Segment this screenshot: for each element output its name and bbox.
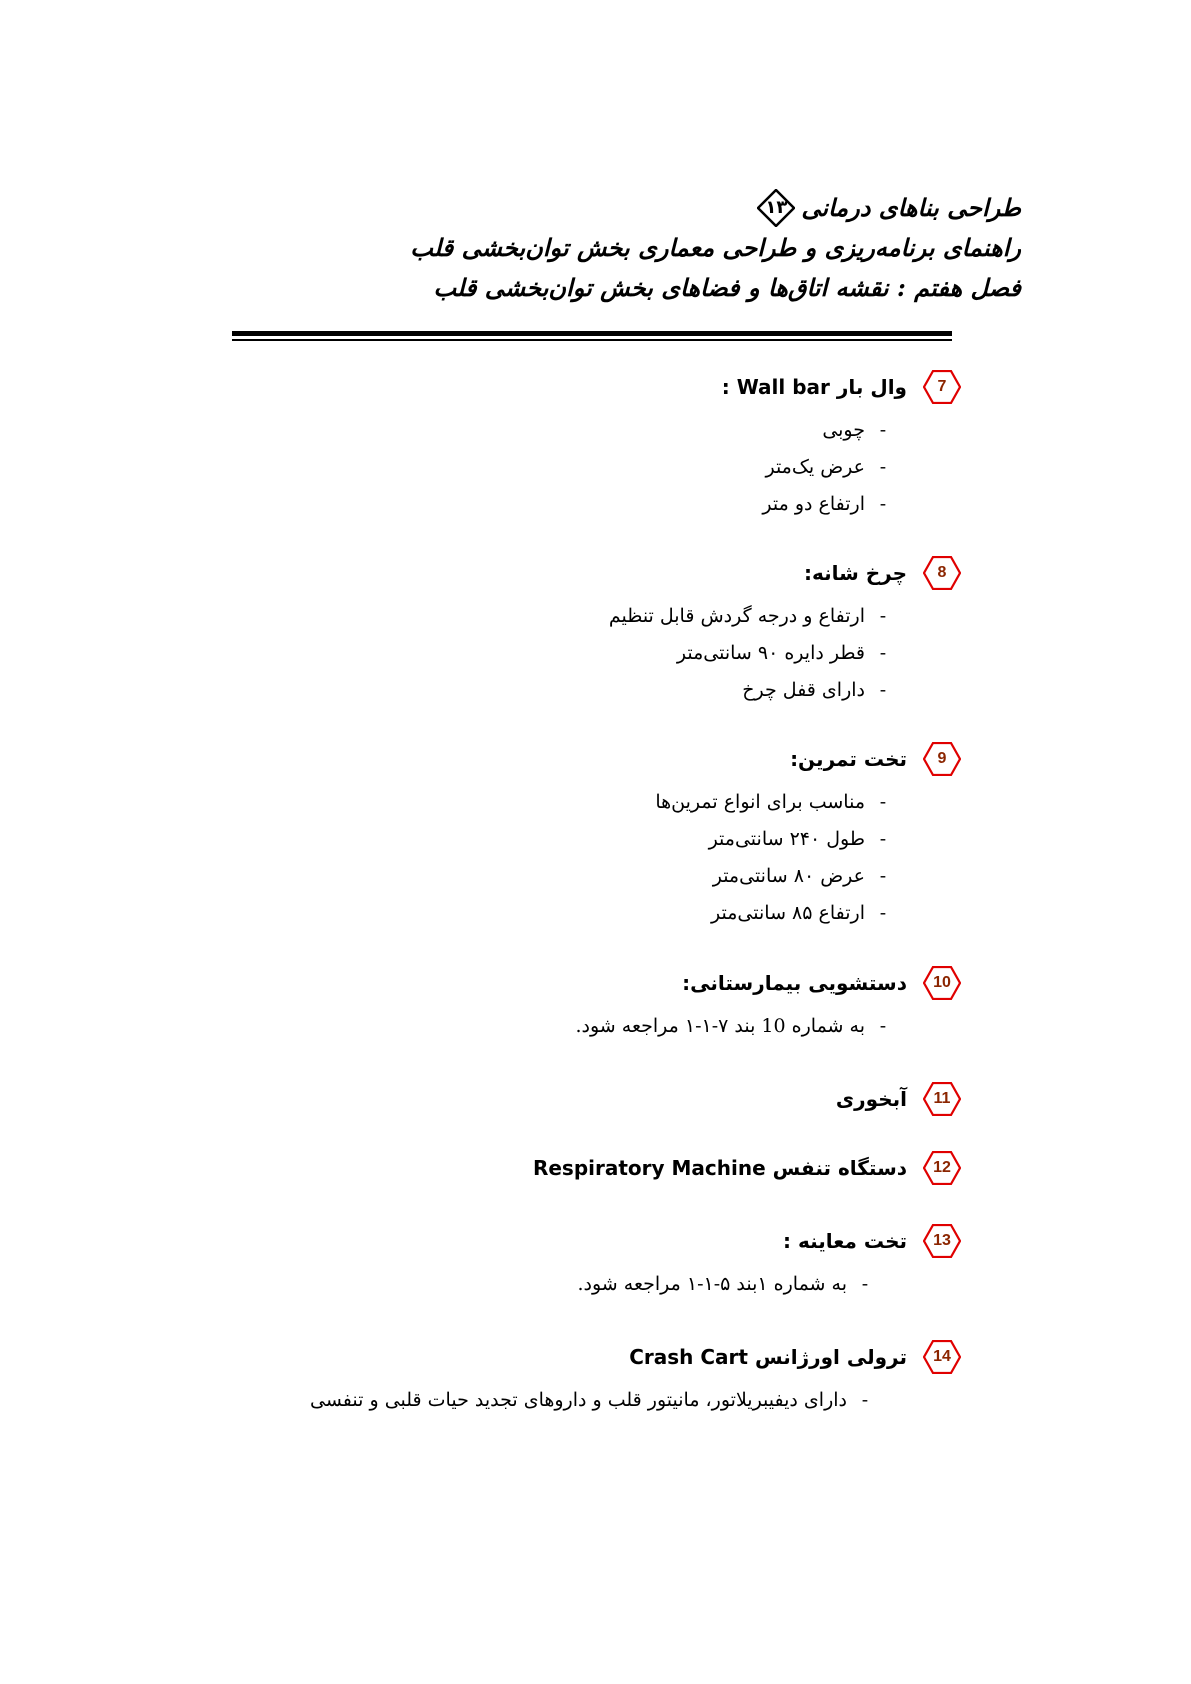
page-header	[221, 188, 1021, 308]
list-item: -ارتفاع و درجه گردش قابل تنظیم	[608, 605, 887, 627]
section-11	[835, 1082, 951, 1116]
hexagon-number-badge: 11	[923, 1082, 961, 1116]
section-8	[608, 556, 947, 709]
section-title: چرخ شانه:	[803, 561, 907, 585]
section-heading	[310, 1340, 951, 1374]
section-heading	[577, 1224, 951, 1258]
section-10	[575, 966, 951, 1045]
list-item: -طول ۲۴۰ سانتی‌متر	[708, 828, 887, 850]
list-item: -به شماره ۱بند ۵-۱-۱ مراجعه شود.	[577, 1273, 869, 1295]
section-12	[532, 1151, 951, 1185]
hexagon-number-badge: 7	[923, 370, 961, 404]
volume-number: ۱۳	[765, 197, 788, 218]
section-title: تخت معاینه :	[782, 1229, 907, 1253]
section-heading	[721, 370, 947, 404]
header-divider-thin	[232, 339, 952, 341]
list-item: -قطر دایره ۹۰ سانتی‌متر	[676, 642, 887, 664]
list-item: -ارتفاع دو متر	[762, 493, 887, 515]
list-item: -دارای قفل چرخ	[742, 679, 887, 701]
section-title: وال بار Wall bar :	[721, 375, 907, 399]
header-line-2: راهنمای برنامه‌ریزی و طراحی معماری بخش توان‌بخشی قلب	[410, 233, 1021, 262]
section-title: آبخوری	[835, 1087, 907, 1111]
section-title: تخت تمرین:	[790, 747, 907, 771]
hexagon-number-badge: 9	[923, 742, 961, 776]
hexagon-number-badge: 14	[923, 1340, 961, 1374]
list-item: -مناسب برای انواع تمرین‌ها	[655, 791, 887, 813]
section-7	[721, 370, 947, 523]
series-title: طراحی بناهای درمانی	[801, 193, 1021, 222]
header-divider	[232, 331, 952, 336]
list-item: -به شماره 10 بند ۷-۱-۱ مراجعه شود.	[575, 1015, 887, 1037]
header-line-1	[221, 188, 1021, 228]
hexagon-number-badge: 13	[923, 1224, 961, 1258]
section-title: دستگاه تنفس Respiratory Machine	[532, 1156, 907, 1180]
section-heading	[655, 742, 947, 776]
section-heading	[609, 556, 947, 590]
section-title: ترولی اورژانس Crash Cart	[629, 1345, 907, 1369]
list-item: -ارتفاع ۸۵ سانتی‌متر	[711, 902, 887, 924]
section-9	[655, 742, 947, 932]
section-heading	[835, 1082, 951, 1116]
list-item: -عرض یک‌متر	[765, 456, 887, 478]
section-13	[577, 1224, 951, 1303]
hexagon-number-badge: 8	[923, 556, 961, 590]
section-14	[310, 1340, 951, 1419]
hexagon-number-badge: 10	[923, 966, 961, 1000]
list-item: -دارای دیفیبریلاتور، مانیتور قلب و داروهای تجدید حیات قلبی و تنفسی	[310, 1389, 869, 1411]
section-title: دستشویی بیمارستانی:	[682, 971, 907, 995]
list-item: -چوبی	[822, 419, 887, 441]
header-line-3: فصل هفتم : نقشه اتاق‌ها و فضاهای بخش توان‌بخشی قلب	[433, 273, 1021, 302]
hexagon-number-badge: 12	[923, 1151, 961, 1185]
section-heading	[575, 966, 951, 1000]
section-heading	[532, 1151, 951, 1185]
volume-number-diamond	[757, 189, 795, 227]
list-item: -عرض ۸۰ سانتی‌متر	[712, 865, 887, 887]
